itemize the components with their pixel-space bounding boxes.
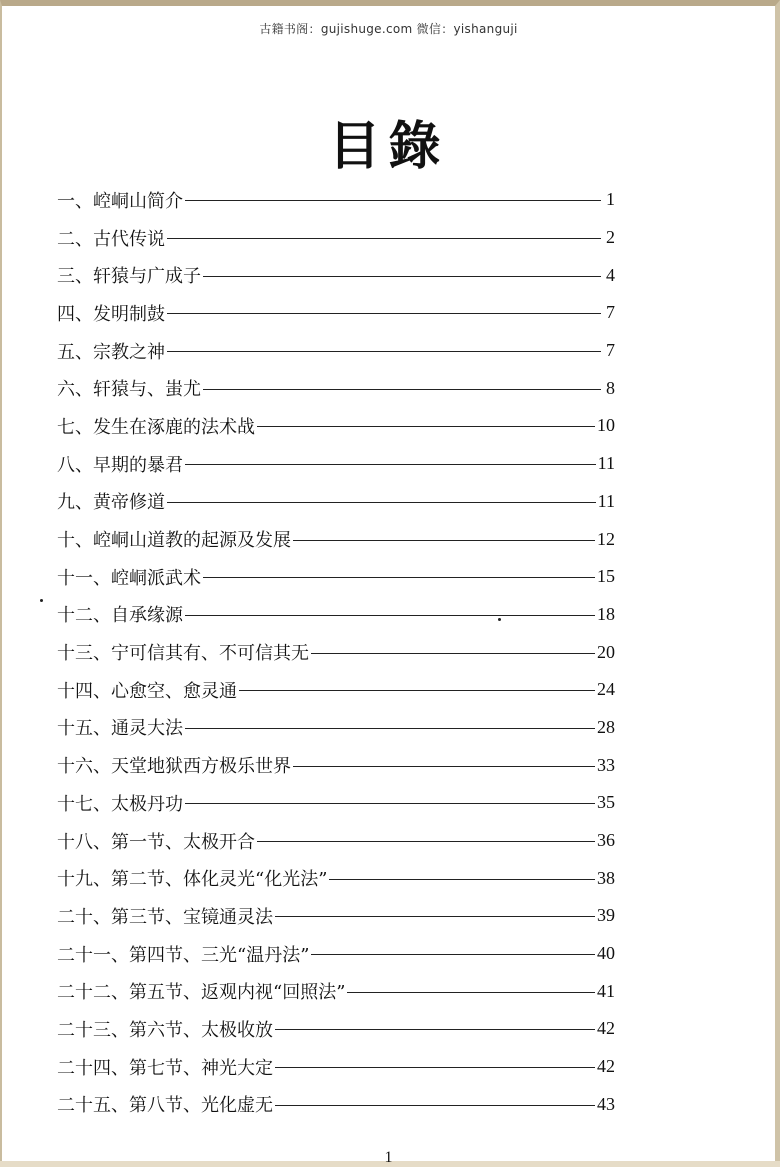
toc-entry xyxy=(57,483,615,521)
toc-entry-label: 二十四、第七节、神光大定 xyxy=(57,1057,273,1079)
toc-entry-page: 39 xyxy=(597,905,615,926)
toc-entry xyxy=(57,294,615,332)
page-number: 1 xyxy=(384,1149,393,1166)
toc-entry-page: 42 xyxy=(597,1018,615,1039)
toc-leader-line xyxy=(275,1029,595,1030)
toc-entry xyxy=(57,972,615,1010)
toc-entry-label: 八、早期的暴君 xyxy=(57,454,183,476)
toc-entry xyxy=(57,709,615,747)
toc-leader-line xyxy=(275,916,595,917)
toc-entry-page: 15 xyxy=(597,566,615,587)
toc-leader-line xyxy=(257,426,595,427)
toc-entry-label: 二十一、第四节、三光“温丹法” xyxy=(57,944,310,966)
toc-entry xyxy=(57,859,615,897)
toc-entry xyxy=(57,445,615,483)
toc-entry-page: 1 xyxy=(606,189,615,210)
toc-entry-label: 五、宗教之神 xyxy=(57,341,165,363)
toc-entry xyxy=(57,558,615,596)
toc-entry xyxy=(57,219,615,257)
toc-entry xyxy=(57,256,615,294)
toc-entry-page: 2 xyxy=(606,227,615,248)
toc-entry xyxy=(57,633,615,671)
toc-entry-label: 二十三、第六节、太极收放 xyxy=(57,1019,273,1041)
toc-leader-line xyxy=(167,313,601,314)
toc-entry-label: 二十、第三节、宝镜通灵法 xyxy=(57,906,273,928)
toc-entry-page: 42 xyxy=(597,1056,615,1077)
toc-entry-page: 41 xyxy=(597,980,615,1001)
toc-leader-line xyxy=(185,464,596,465)
toc-entry-label: 十、崆峒山道教的起源及发展 xyxy=(57,530,291,552)
toc-leader-line xyxy=(293,766,595,767)
toc-entry-label: 十五、通灵大法 xyxy=(57,718,183,740)
toc-entry xyxy=(57,1086,615,1124)
toc-entry xyxy=(57,369,615,407)
toc-entry-label: 十三、宁可信其有、不可信其无 xyxy=(57,643,309,665)
toc-entry-page: 10 xyxy=(597,415,615,436)
toc-entry-label: 十七、太极丹功 xyxy=(57,793,183,815)
toc-entry-page: 20 xyxy=(597,641,615,662)
toc-entry-label: 六、轩猿与、蚩尤 xyxy=(57,379,201,401)
toc-entry-page: 24 xyxy=(597,679,615,700)
toc-entry-label: 七、发生在涿鹿的法术战 xyxy=(57,416,255,438)
toc-leader-line xyxy=(329,879,595,880)
toc-entry xyxy=(57,181,615,219)
source-header: 古籍书阁：gujishuge.com 微信：yishanguji xyxy=(259,22,518,36)
toc-leader-line xyxy=(239,690,595,691)
toc-leader-line xyxy=(203,389,601,390)
toc-entry-page: 18 xyxy=(597,603,615,624)
toc-leader-line xyxy=(167,502,596,503)
toc-entry-page: 43 xyxy=(597,1093,615,1114)
toc-entry-label: 十九、第二节、体化灵光“化光法” xyxy=(57,869,328,891)
toc-entry-label: 二、古代传说 xyxy=(57,228,165,250)
toc-leader-line xyxy=(347,992,595,993)
toc-leader-line xyxy=(185,200,601,201)
toc-entry-page: 36 xyxy=(597,830,615,851)
toc-entry xyxy=(57,1010,615,1048)
toc-leader-line xyxy=(257,841,595,842)
toc-leader-line xyxy=(185,728,595,729)
toc-entry-page: 11 xyxy=(597,490,615,511)
toc-entry xyxy=(57,332,615,370)
toc-entry-page: 7 xyxy=(606,302,615,323)
toc-leader-line xyxy=(275,1105,595,1106)
toc-entry-label: 十二、自承缘源 xyxy=(57,605,183,627)
toc-entry xyxy=(57,935,615,973)
toc-entry xyxy=(57,596,615,634)
table-of-contents xyxy=(57,181,615,1123)
toc-entry xyxy=(57,1048,615,1086)
toc-entry-label: 二十二、第五节、返观内视“回照法” xyxy=(57,982,346,1004)
toc-entry-page: 38 xyxy=(597,867,615,888)
toc-leader-line xyxy=(185,803,595,804)
toc-entry-label: 十一、崆峒派武术 xyxy=(57,567,201,589)
toc-entry-label: 十四、心愈空、愈灵通 xyxy=(57,680,237,702)
scan-speck xyxy=(40,599,43,602)
toc-leader-line xyxy=(203,577,595,578)
toc-leader-line xyxy=(203,276,601,277)
toc-entry-label: 四、发明制鼓 xyxy=(57,303,165,325)
toc-entry-page: 11 xyxy=(597,453,615,474)
toc-entry xyxy=(57,897,615,935)
toc-leader-line xyxy=(311,954,595,955)
toc-entry-label: 三、轩猿与广成子 xyxy=(57,266,201,288)
toc-entry-page: 7 xyxy=(606,340,615,361)
toc-entry-page: 8 xyxy=(606,377,615,398)
toc-entry xyxy=(57,746,615,784)
toc-entry xyxy=(57,784,615,822)
toc-entry-page: 40 xyxy=(597,943,615,964)
scan-speck xyxy=(498,618,501,621)
toc-entry-page: 28 xyxy=(597,716,615,737)
toc-leader-line xyxy=(185,615,595,616)
toc-leader-line xyxy=(167,351,601,352)
toc-entry-page: 12 xyxy=(597,528,615,549)
toc-entry xyxy=(57,822,615,860)
toc-leader-line xyxy=(311,653,595,654)
toc-entry-page: 4 xyxy=(606,264,615,285)
toc-entry xyxy=(57,407,615,445)
toc-entry-page: 33 xyxy=(597,754,615,775)
toc-entry-label: 十六、天堂地狱西方极乐世界 xyxy=(57,756,291,778)
toc-entry xyxy=(57,520,615,558)
toc-entry-label: 十八、第一节、太极开合 xyxy=(57,831,255,853)
toc-entry-page: 35 xyxy=(597,792,615,813)
toc-entry-label: 九、黄帝修道 xyxy=(57,492,165,514)
page-title: 目錄 xyxy=(328,116,449,177)
toc-entry-label: 二十五、第八节、光化虚无 xyxy=(57,1095,273,1117)
toc-leader-line xyxy=(275,1067,595,1068)
toc-leader-line xyxy=(293,540,595,541)
toc-entry-label: 一、崆峒山简介 xyxy=(57,190,183,212)
toc-entry xyxy=(57,671,615,709)
toc-leader-line xyxy=(167,238,601,239)
